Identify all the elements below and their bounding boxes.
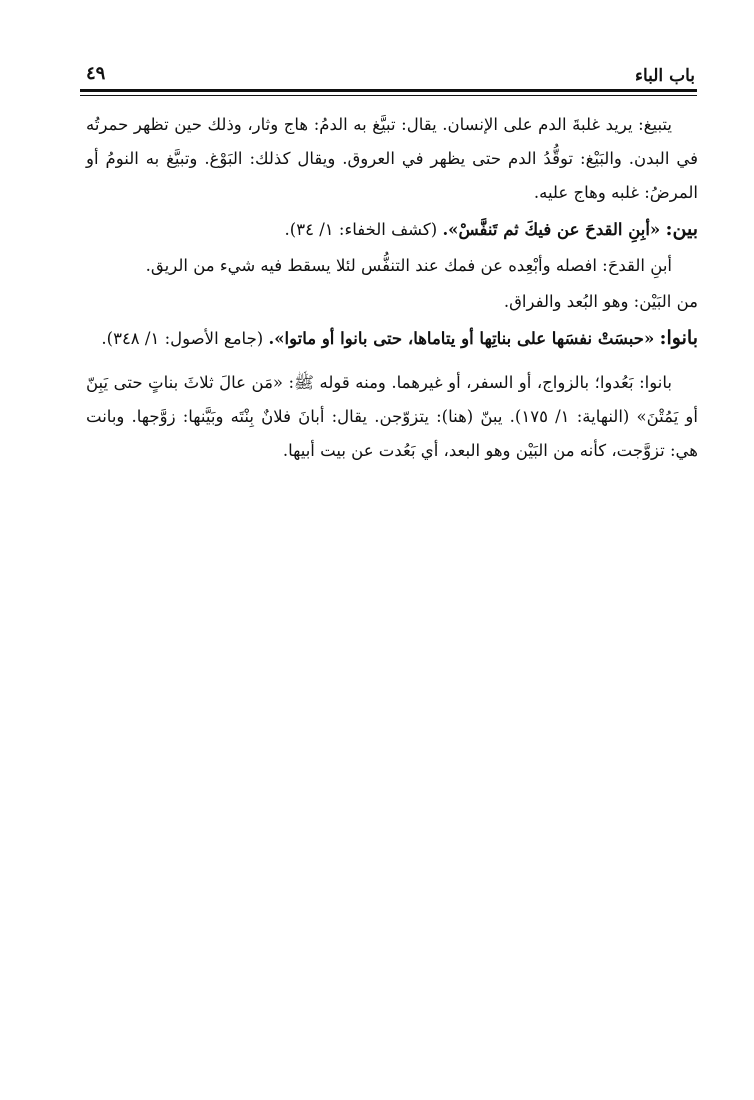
running-head	[80, 60, 695, 86]
header-rule-thin	[80, 95, 697, 96]
entry-headword: بانوا:	[659, 327, 698, 349]
entry-source: (كشف الخفاء: ١/ ٣٤).	[284, 220, 438, 239]
entry-paragraph: يتبيغ: يريد غلبةَ الدم على الإنسان. يقال: تبيَّغ به الدمُ: هاج وثار، وذلك حين تظهر حمرتُه في البدن. والبَيْغ: توقُّدُ الدم حتى يظهر في العروق. ويقال كذلك: البَوْغ. وتبيَّغ به النومُ أو المرضُ: غلبه وهاج عليه.	[86, 115, 698, 202]
entry-paragraph: من البَيْن: وهو البُعد والفراق.	[503, 292, 698, 311]
running-title: باب الباء	[634, 66, 695, 86]
entry-headword: بين:	[665, 218, 698, 240]
entry-heading-line	[86, 321, 698, 356]
page-number: ٤٩	[86, 63, 106, 84]
paragraph-gap	[86, 358, 698, 366]
entry-quote: «أبِنِ القدحَ عن فيكَ ثم تَنفَّسْ».	[442, 220, 661, 239]
entry-source: (جامع الأصول: ١/ ٣٤٨).	[101, 329, 264, 348]
entry-heading-line	[86, 212, 698, 247]
entry-paragraph: بانوا: بَعُدوا؛ بالزواج، أو السفر، أو غيرهما. ومنه قوله ﷺ: «مَن عالَ ثلاثَ بناتٍ حتى يَبِنّ أو يَمُتْنَ» (النهاية: ١/ ١٧٥). يبنّ (هنا): يتزوّجن. يقال: أبانَ فلانٌ بِنْتَه وبَيَّنها: زوَّجها. وبانت هي: تزوَّجت، كأنه من البَيْن وهو البعد، أي بَعُدت عن بيت أبيها.	[86, 373, 698, 460]
body-text	[86, 108, 698, 470]
header-rule-thick	[80, 89, 697, 92]
entry-paragraph: أبنِ القدحَ: افصله وأبْعِده عن فمك عند التنفُّس لئلا يسقط فيه شيء من الريق.	[145, 256, 672, 275]
entry-quote: «حبسَتْ نفسَها على بناتِها أو يتاماها، حتى بانوا أو ماتوا».	[268, 329, 655, 348]
